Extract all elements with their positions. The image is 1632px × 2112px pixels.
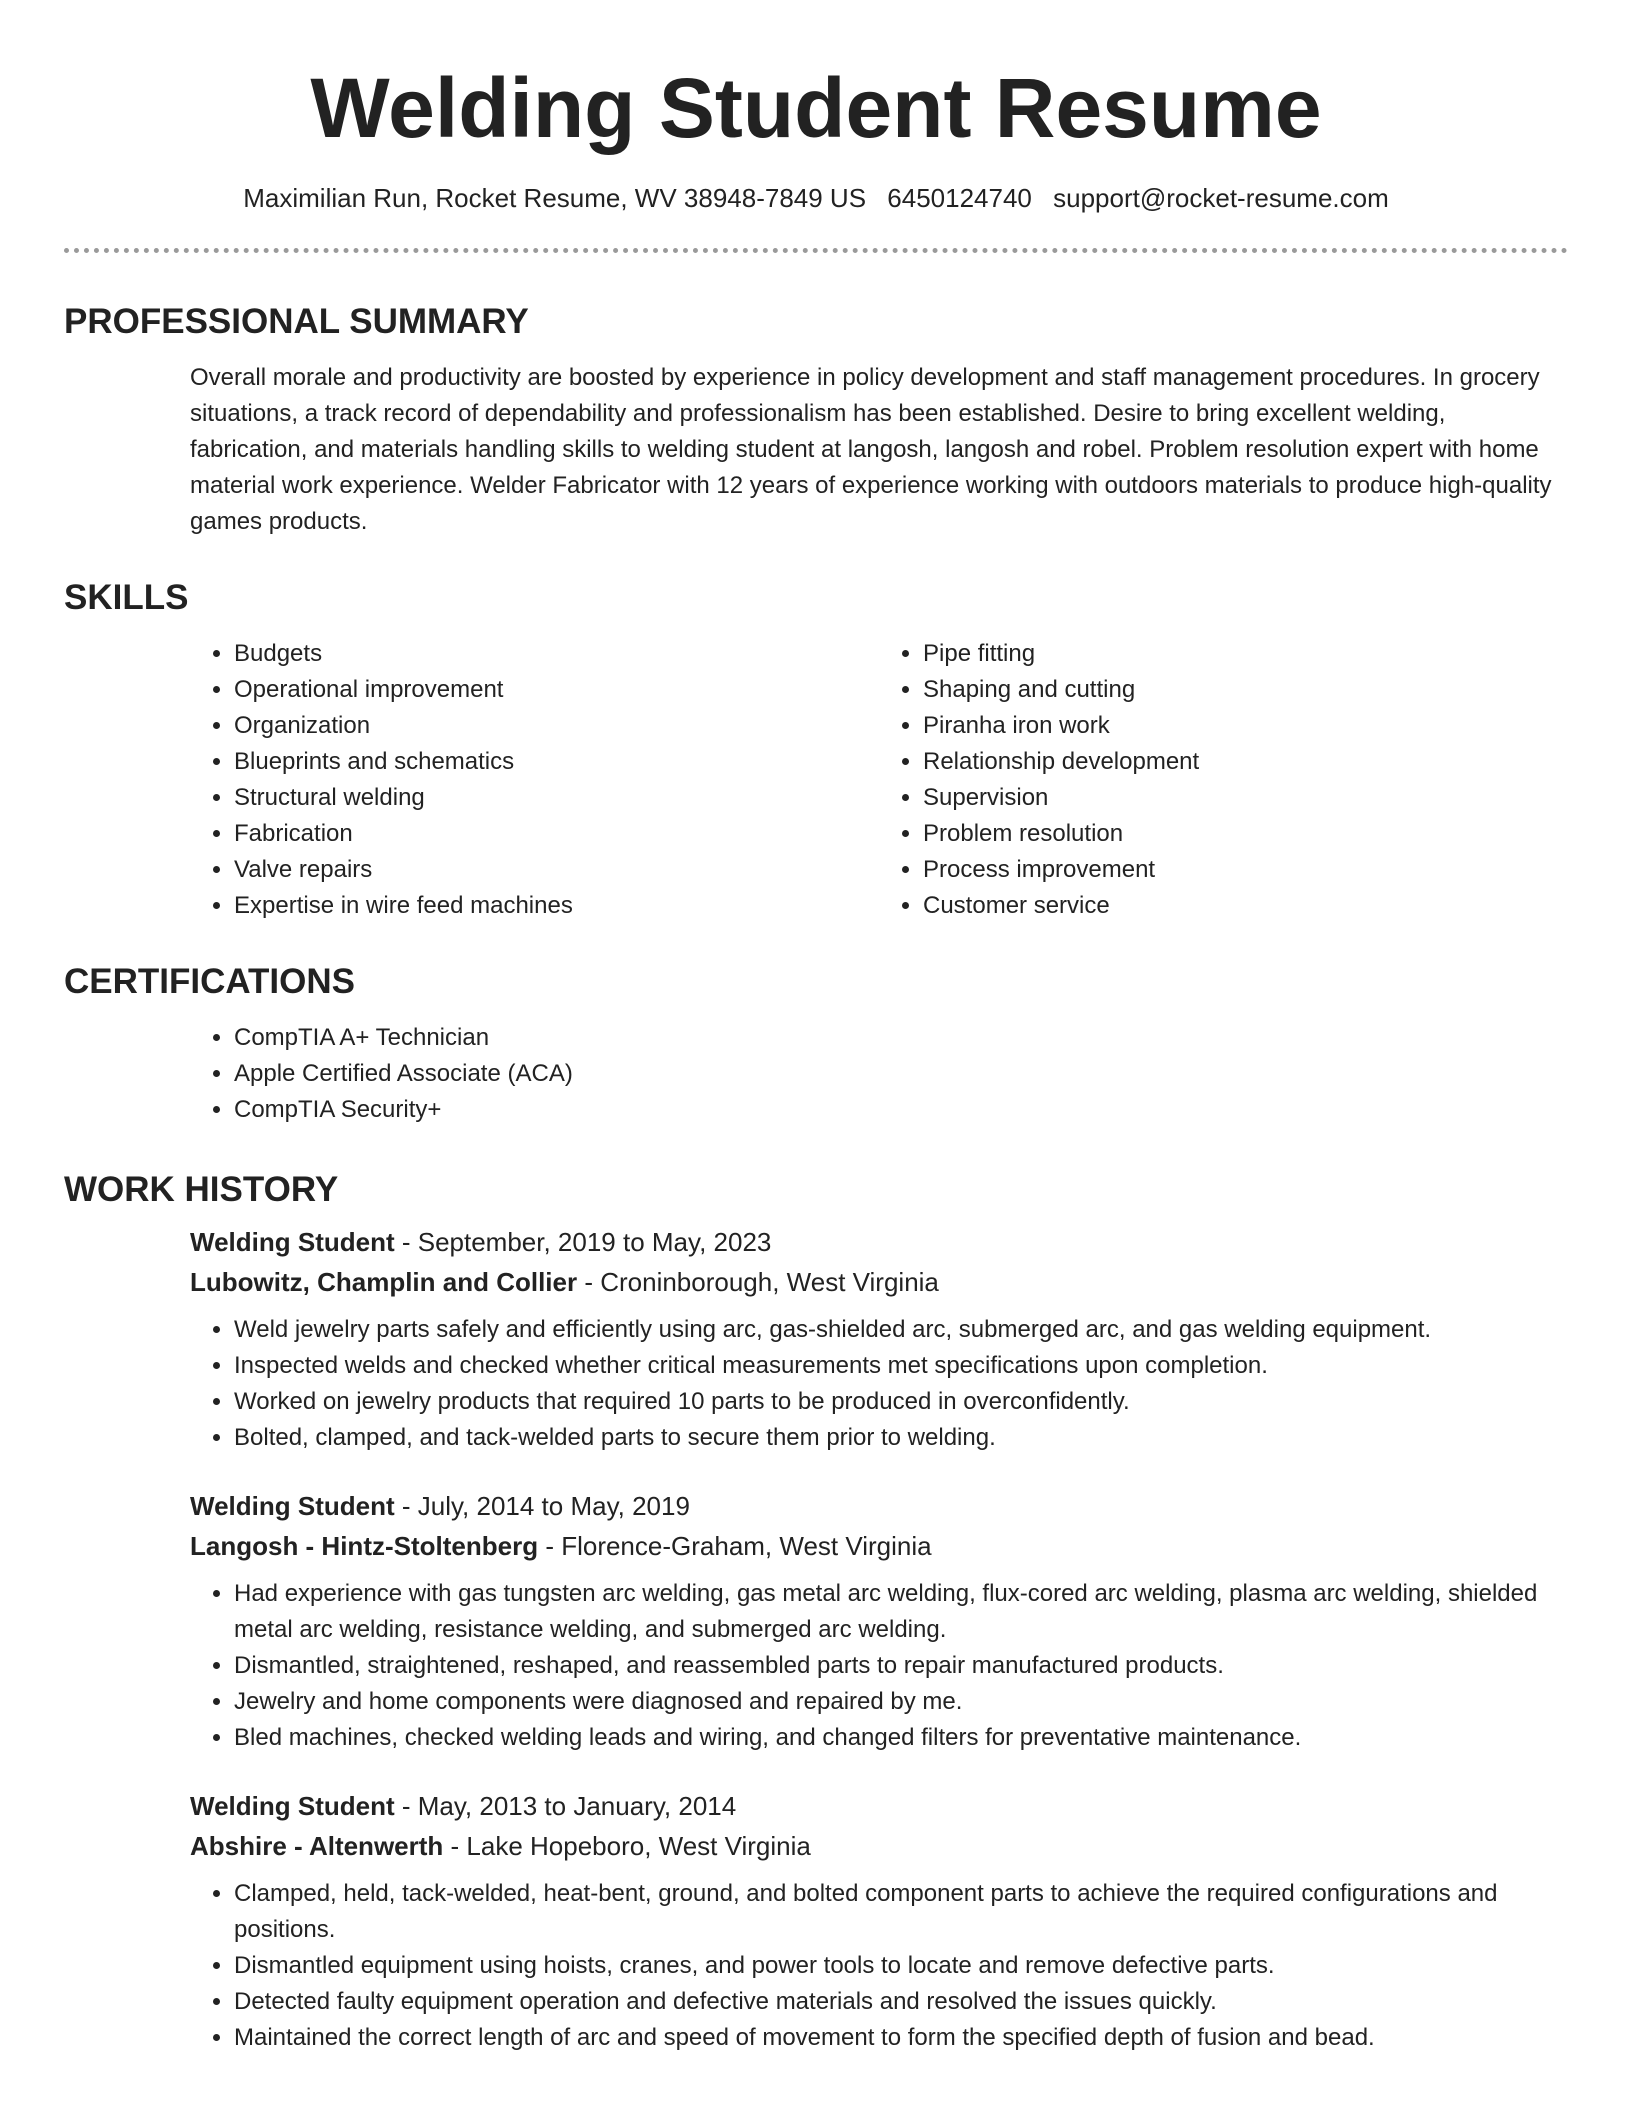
job-dates: - May, 2013 to January, 2014 [394,1791,737,1821]
job-title-line [190,1486,1568,1526]
job-company: Lubowitz, Champlin and Collier [190,1267,578,1297]
job-bullet: • Dismantled equipment using hoists, cranes, and power tools to locate and remove defective parts. [234,1948,1568,1984]
job-company-line [190,1526,1568,1566]
job-bullet: • Dismantled, straightened, reshaped, and reassembled parts to repair manufactured products. [234,1648,1568,1684]
skills-list-right [879,636,1568,924]
job-entry [190,1786,1568,2056]
job-bullet: • Detected faulty equipment operation and defective materials and resolved the issues quickly. [234,1984,1568,2020]
skill-item: • Expertise in wire feed machines [234,888,879,924]
job-location: - Lake Hopeboro, West Virginia [443,1831,811,1861]
summary-heading: PROFESSIONAL SUMMARY [64,302,529,341]
job-bullet: • Worked on jewelry products that required 10 parts to be produced in overconfidently. [234,1384,1568,1420]
job-title: Welding Student [190,1227,395,1257]
job-bullet: • Bled machines, checked welding leads and wiring, and changed filters for preventative maintenance. [234,1720,1568,1756]
job-bullet: • Inspected welds and checked whether critical measurements met specifications upon completion. [234,1348,1568,1384]
job-bullets [190,1876,1568,2056]
summary-text: Overall morale and productivity are boosted by experience in policy development and staff management procedures. In grocery situations, a track record of dependability and professionalism has been established. Desire to bring excellent welding, fabrication, and materials handling skills to welding student at langosh, langosh and robel. Problem resolution expert with home material work experience. Welder Fabricator with 12 years of experience working with outdoors materials to produce high-quality games products. [190,364,1552,535]
skills-columns [190,636,1568,924]
contact-address: Maximilian Run, Rocket Resume, WV 38948-7849 US [243,183,867,213]
job-location: - Croninborough, West Virginia [577,1267,939,1297]
page-title: Welding Student Resume [310,61,1322,155]
job-title: Welding Student [190,1791,395,1821]
skill-item: • Shaping and cutting [923,672,1568,708]
skill-item: • Piranha iron work [923,708,1568,744]
job-location: - Florence-Graham, West Virginia [538,1531,932,1561]
skill-item: • Problem resolution [923,816,1568,852]
job-bullets [190,1312,1568,1456]
job-bullets [190,1576,1568,1756]
job-bullet: • Maintained the correct length of arc and speed of movement to form the specified depth of fusion and bead. [234,2020,1568,2056]
job-company: Langosh - Hintz-Stoltenberg [190,1531,539,1561]
work-history-heading: WORK HISTORY [64,1170,339,1209]
skill-item: • Budgets [234,636,879,672]
certifications-list [190,1020,1568,1128]
skill-item: • Structural welding [234,780,879,816]
skill-item: • Pipe fitting [923,636,1568,672]
skill-item: • Valve repairs [234,852,879,888]
skills-list-left [190,636,879,924]
job-title-line [190,1222,1568,1262]
job-company-line [190,1826,1568,1866]
skill-item: • Organization [234,708,879,744]
contact-line [0,178,1632,218]
skill-item: • Customer service [923,888,1568,924]
job-entry [190,1486,1568,1756]
job-company: Abshire - Altenwerth [190,1831,444,1861]
skill-item: • Relationship development [923,744,1568,780]
job-title: Welding Student [190,1491,395,1521]
certification-item: • CompTIA A+ Technician [234,1020,1568,1056]
job-dates: - July, 2014 to May, 2019 [394,1491,690,1521]
skill-item: • Supervision [923,780,1568,816]
certification-item: • CompTIA Security+ [234,1092,1568,1128]
contact-phone: 6450124740 [887,183,1032,213]
skill-item: • Fabrication [234,816,879,852]
header-divider [64,248,1568,253]
job-dates: - September, 2019 to May, 2023 [394,1227,772,1257]
skill-item: • Blueprints and schematics [234,744,879,780]
job-title-line [190,1786,1568,1826]
contact-email: support@rocket-resume.com [1053,183,1389,213]
job-entry [190,1222,1568,1456]
job-bullet: • Had experience with gas tungsten arc welding, gas metal arc welding, flux-cored arc welding, plasma arc welding, shielded metal arc welding, resistance welding, and submerged arc welding. [234,1576,1568,1648]
skills-heading: SKILLS [64,578,189,617]
job-bullet: • Bolted, clamped, and tack-welded parts to secure them prior to welding. [234,1420,1568,1456]
job-company-line [190,1262,1568,1302]
certifications-heading: CERTIFICATIONS [64,962,356,1001]
certification-item: • Apple Certified Associate (ACA) [234,1056,1568,1092]
job-bullet: • Weld jewelry parts safely and efficiently using arc, gas-shielded arc, submerged arc, and gas welding equipment. [234,1312,1568,1348]
resume-content [64,290,1568,2086]
job-bullet: • Jewelry and home components were diagnosed and repaired by me. [234,1684,1568,1720]
skill-item: • Process improvement [923,852,1568,888]
skill-item: • Operational improvement [234,672,879,708]
job-bullet: • Clamped, held, tack-welded, heat-bent, ground, and bolted component parts to achieve the required configurations and positions. [234,1876,1568,1948]
